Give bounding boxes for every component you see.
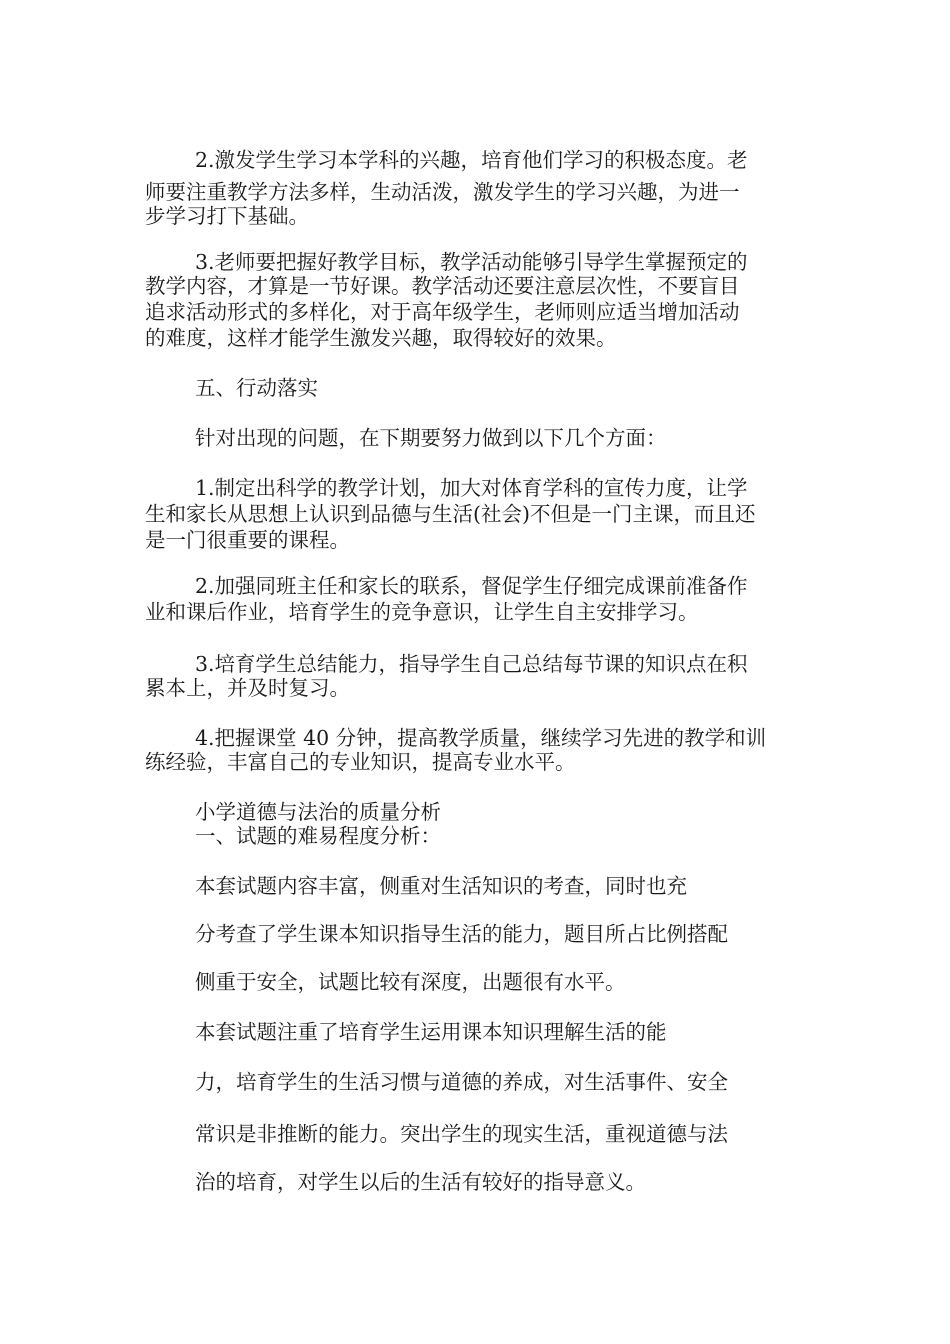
paragraph-line: 步学习打下基础。 (145, 204, 309, 228)
list-item-line: 2.加强同班主任和家长的联系，督促学生仔细完成课前准备作 (195, 574, 748, 598)
paragraph-line: 教学内容，才算是一节好课。教学活动还要注意层次性，不要盲目 (145, 274, 740, 298)
list-item-line: 累本上，并及时复习。 (145, 676, 350, 700)
list-item-line: 是一门很重要的课程。 (145, 528, 350, 552)
body-line: 分考查了学生课本知识指导生活的能力，题目所占比例搭配 (195, 922, 728, 946)
paragraph-line: 的难度，这样才能学生激发兴趣，取得较好的效果。 (145, 326, 617, 350)
list-item-line: 练经验，丰富自己的专业知识，提高专业水平。 (145, 750, 576, 774)
section-title: 小学道德与法治的质量分析 (195, 800, 441, 824)
paragraph-line: 追求活动形式的多样化，对于高年级学生，老师则应适当增加活动 (145, 300, 740, 324)
section-subtitle: 一、试题的难易程度分析： (195, 824, 441, 848)
paragraph-line: 3.老师要把握好教学目标，教学活动能够引导学生掌握预定的 (195, 250, 748, 274)
body-line: 本套试题内容丰富，侧重对生活知识的考查，同时也充 (195, 874, 687, 898)
list-item-line: 生和家长从思想上认识到品德与生活(社会)不但是一门主课，而且还 (145, 502, 756, 526)
body-line: 力，培育学生的生活习惯与道德的养成，对生活事件、安全 (195, 1070, 728, 1094)
list-item-line: 1.制定出科学的教学计划，加大对体育学科的宣传力度，让学 (195, 476, 748, 500)
list-item-line: 3.培育学生总结能力，指导学生自己总结每节课的知识点在积 (195, 652, 748, 676)
paragraph-line: 师要注重教学方法多样，生动活泼，激发学生的学习兴趣，为进一 (145, 180, 740, 204)
section-heading: 五、行动落实 (195, 376, 318, 400)
paragraph-line: 针对出现的问题，在下期要努力做到以下几个方面： (195, 426, 667, 450)
list-item-line: 4.把握课堂 40 分钟，提高教学质量，继续学习先进的教学和训 (195, 726, 767, 750)
body-line: 侧重于安全，试题比较有深度，出题很有水平。 (195, 970, 626, 994)
list-item-line: 业和课后作业，培育学生的竞争意识，让学生自主安排学习。 (145, 600, 699, 624)
paragraph-line: 2.激发学生学习本学科的兴趣，培育他们学习的积极态度。老 (195, 148, 748, 172)
body-line: 治的培育，对学生以后的生活有较好的指导意义。 (195, 1170, 646, 1194)
body-line: 常识是非推断的能力。突出学生的现实生活，重视道德与法 (195, 1122, 728, 1146)
body-line: 本套试题注重了培育学生运用课本知识理解生活的能 (195, 1020, 667, 1044)
